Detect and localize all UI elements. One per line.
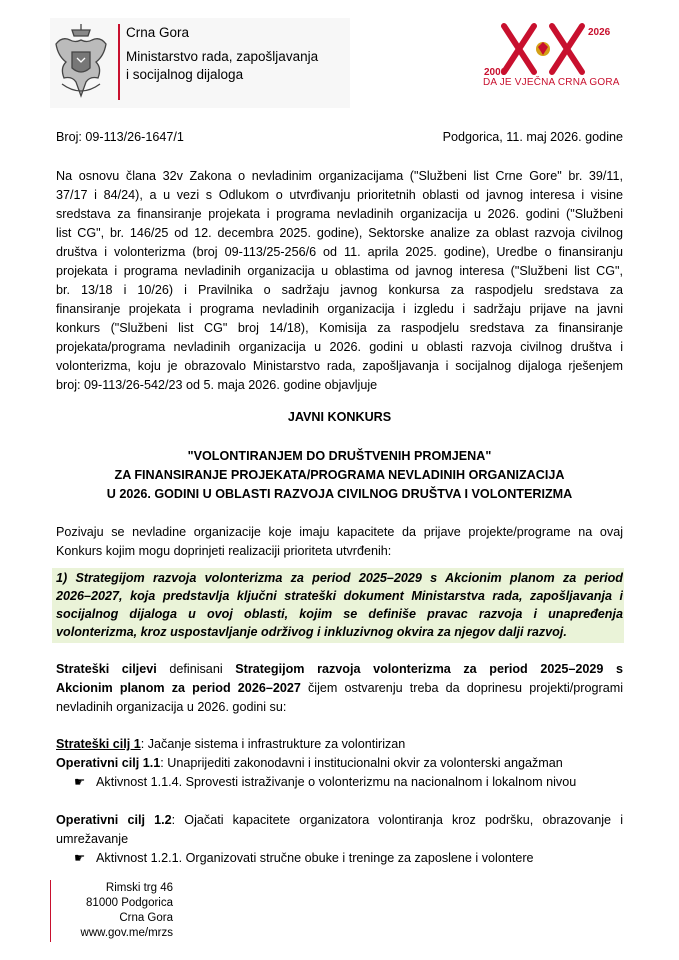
intro-line: 37/17 i 84/24), a u vezi s Odlukom o utvrđivanju prioritetnih oblasti od javnog interesa i visine <box>56 188 623 202</box>
pointing-hand-icon: ☛ <box>74 851 86 865</box>
intro-line: list CG", br. 146/25 od 12. decembra 2025. godine), Sektorske analize za oblast razvoja civilnog <box>56 226 623 240</box>
footer-postal: 81000 Podgorica <box>86 897 173 909</box>
intro-line: Na osnovu člana 32v Zakona o nevladinim organizacijama ("Službeni list Crne Gore" br. 39/11, <box>56 169 623 183</box>
intro-line: br. 13/18 i 10/26) i Pravilnika o sadržaju javnog konkursa za raspodjelu sredstava za <box>56 283 623 297</box>
header-ministry-line1: Ministarstvo rada, zapošljavanja <box>126 49 319 64</box>
intro-line: projekata i programa nevladinih organizacija u oblastima od javnog interesa ("Službeni list CG", <box>56 264 623 278</box>
footer-street: Rimski trg 46 <box>105 882 173 894</box>
intro-line: projekata/programa nevladinih organizacija u 2026. godini u oblasti razvoja civilnog društva i <box>56 340 623 354</box>
operative-goal-1-2-cont: umrežavanje <box>56 832 129 846</box>
intro-line: broj: 09-113/26-542/23 od 5. maja 2026. godine objavljuje <box>56 378 378 392</box>
document-date: Podgorica, 11. maj 2026. godine <box>442 130 623 144</box>
pointing-hand-icon: ☛ <box>74 775 86 789</box>
header-ministry-line2: i socijalnog dijaloga <box>126 67 244 82</box>
header-divider <box>118 24 120 100</box>
strategic-goal-1: Strateški cilj 1: Jačanje sistema i infrastrukture za volontirizan <box>56 737 406 751</box>
logo-tagline: DA JE VJEČNA CRNA GORA <box>483 77 620 88</box>
footer-country: Crna Gora <box>119 912 173 924</box>
intro-line: društva i volonterizma (broj 09-113/25-256/6 od 11. aprila 2025. godine), Uredbe o finansiranju <box>56 245 623 259</box>
strategic-line-2: Akcionim planom za period 2026–2027 čijem ostvarenju treba da doprinesu projekti/programi <box>56 681 623 695</box>
logo-year-right: 2026 <box>588 27 611 38</box>
footer-website-link[interactable]: www.gov.me/mrzs <box>80 927 173 939</box>
heading-javni-konkurs: JAVNI KONKURS <box>287 410 392 424</box>
document-number: Broj: 09-113/26-1647/1 <box>56 130 184 144</box>
priority-line: socijalnog dijaloga u ovoj oblasti, kojim se definiše pravac razvoja i unapređenja <box>56 607 623 621</box>
intro-line: finansiranje projekata i programa nevladinih organizacija i izgledu i sadržaju prijave na javni <box>56 302 623 316</box>
operative-goal-1-1: Operativni cilj 1.1: Unaprijediti zakonodavni i institucionalni okvir za volonterski angažman <box>56 756 563 770</box>
intro-line: volonterizma, koju je obrazovalo Ministarstvo rada, zapošljavanja i socijalnog dijaloga rješenjem <box>56 359 623 373</box>
coat-of-arms-icon <box>50 22 112 104</box>
title-line: "VOLONTIRANJEM DO DRUŠTVENIH PROMJENA" <box>187 449 492 463</box>
priority-line: volonterizma, kroz uspostavljanje održivog i inkluzivnog okvira za njegov dalji razvoj. <box>56 625 567 639</box>
logo-year-left: 2006 <box>484 67 507 78</box>
title-line: ZA FINANSIRANJE PROJEKATA/PROGRAMA NEVLADINIH ORGANIZACIJA <box>114 468 565 482</box>
activity-1-2-1: ☛ Aktivnost 1.2.1. Organizovati stručne obuke i treninge za zaposlene i volontere <box>74 849 534 868</box>
priority-line: 2026–2027, koja predstavlja ključni strateški dokument Ministarstva rada, zapošljavanja i <box>56 589 623 603</box>
operative-goal-1-2: Operativni cilj 1.2: Ojačati kapacitete organizatora volontiranja kroz podršku, obrazovanje i <box>56 813 623 827</box>
title-line: U 2026. GODINI U OBLASTI RAZVOJA CIVILNOG DRUŠTVA I VOLONTERIZMA <box>106 487 573 501</box>
strategic-line-3: nevladinih organizacija u 2026. godini su: <box>56 700 287 714</box>
invite-line: Konkurs kojim mogu doprinjeti realizaciji prioriteta utvrđenih: <box>56 544 392 558</box>
intro-line: sredstava za finansiranje projekata i programa nevladinih organizacija u 2026. godini ("Službeni <box>56 207 623 221</box>
footer-divider <box>50 880 51 942</box>
strategic-line-1: Strateški ciljevi definisani Strategijom razvoja volonterizma za period 2025–2029 s <box>56 662 623 676</box>
intro-line: konkurs ("Službeni list CG" broj 14/18), Komisija za raspodjelu sredstava za finansiranje <box>56 321 623 335</box>
invite-line: Pozivaju se nevladine organizacije koje imaju kapacitete da prijave projekte/programe na ovaj <box>56 525 623 539</box>
priority-line: 1) Strategijom razvoja volonterizma za period 2025–2029 s Akcionim planom za period <box>56 571 623 585</box>
activity-1-1-4: ☛ Aktivnost 1.1.4. Sprovesti istraživanje o volonterizmu na nacionalnom i lokalnom nivou <box>74 773 576 792</box>
header-country: Crna Gora <box>126 25 190 40</box>
eagle-emblem-icon <box>536 42 550 56</box>
